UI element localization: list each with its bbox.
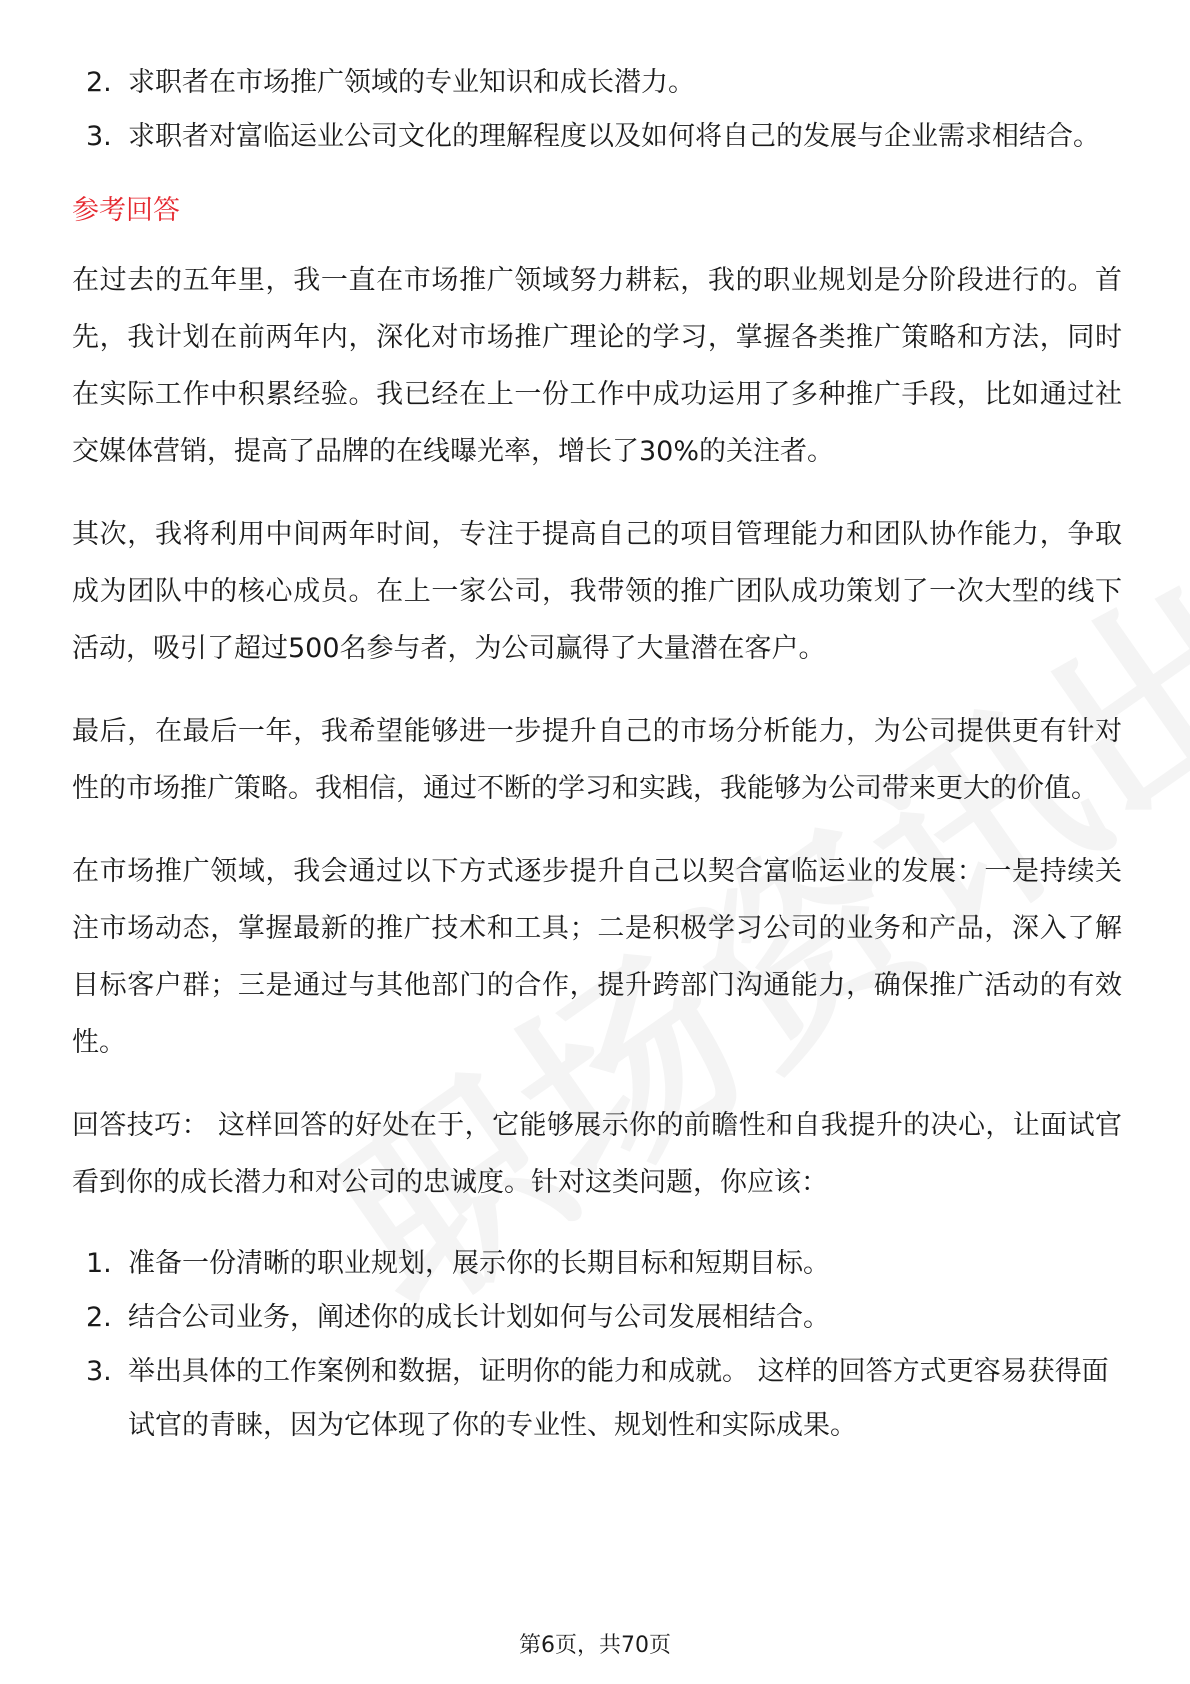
list-item [72,1345,1122,1453]
page-content [72,56,1122,1453]
tips-list [72,1237,1122,1453]
answer-paragraph: 在市场推广领域，我会通过以下方式逐步提升自己以契合富临运业的发展：一是持续关注市场动态，掌握最新的推广技术和工具；二是积极学习公司的业务和产品，深入了解目标客户群；三是通过与其他部门的合作，提升跨部门沟通能力，确保推广活动的有效性。 [72,856,1122,1058]
list-item [72,1291,1122,1345]
tips-paragraph: 回答技巧： 这样回答的好处在于，它能够展示你的前瞻性和自我提升的决心，让面试官看到你的成长潜力和对公司的忠诚度。针对这类问题，你应该： [72,1110,1122,1198]
list-text: 举出具体的工作案例和数据，证明你的能力和成就。 这样的回答方式更容易获得面试官的青睐，因为它体现了你的专业性、规划性和实际成果。 [128,1356,1109,1441]
list-number: 1. [86,1248,112,1279]
list-text: 求职者在市场推广领域的专业知识和成长潜力。 [128,67,695,98]
list-item [72,110,1122,164]
page-footer: 第6页，共70页 [519,1633,671,1658]
list-item [72,1237,1122,1291]
list-text: 结合公司业务，阐述你的成长计划如何与公司发展相结合。 [128,1302,830,1333]
list-item [72,56,1122,110]
list-text: 准备一份清晰的职业规划，展示你的长期目标和短期目标。 [128,1248,830,1279]
answer-paragraph: 在过去的五年里，我一直在市场推广领域努力耕耘，我的职业规划是分阶段进行的。首先，我计划在前两年内，深化对市场推广理论的学习，掌握各类推广策略和方法，同时在实际工作中积累经验。我已经在上一份工作中成功运用了多种推广手段，比如通过社交媒体营销，提高了品牌的在线曝光率，增长了30%的关注者。 [72,265,1122,467]
answer-paragraph: 其次，我将利用中间两年时间，专注于提高自己的项目管理能力和团队协作能力，争取成为团队中的核心成员。在上一家公司，我带领的推广团队成功策划了一次大型的线下活动，吸引了超过500名参与者，为公司赢得了大量潜在客户。 [72,519,1122,664]
list-text: 求职者对富临运业公司文化的理解程度以及如何将自己的发展与企业需求相结合。 [128,121,1100,152]
list-number: 2. [86,1302,112,1333]
criteria-list [72,56,1122,164]
section-heading: 参考回答 [72,195,180,226]
list-number: 3. [86,1356,112,1387]
list-number: 2. [86,67,112,98]
list-number: 3. [86,121,112,152]
answer-paragraph: 最后，在最后一年，我希望能够进一步提升自己的市场分析能力，为公司提供更有针对性的市场推广策略。我相信，通过不断的学习和实践，我能够为公司带来更大的价值。 [72,716,1122,804]
